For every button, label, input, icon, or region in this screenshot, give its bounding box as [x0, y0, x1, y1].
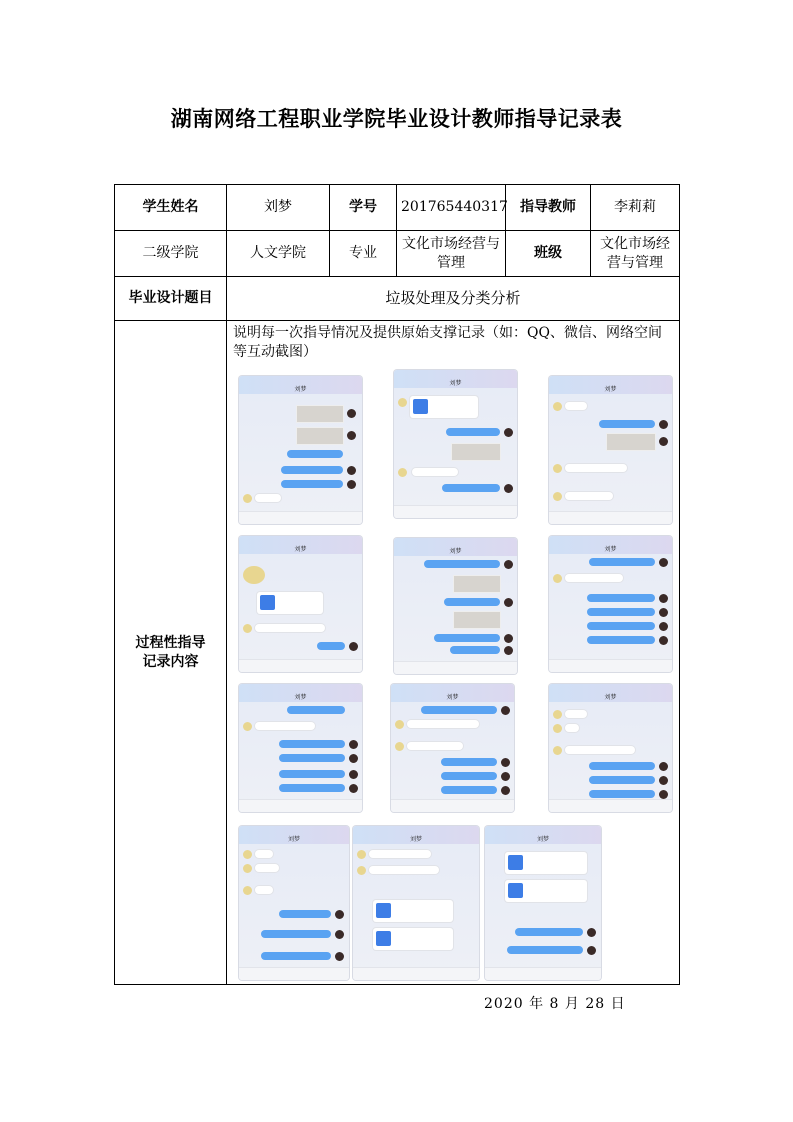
chat-screenshot: 刘梦: [549, 536, 672, 672]
chat-screenshot: 刘梦: [394, 370, 517, 518]
advisor-label: 指导教师: [506, 185, 591, 231]
records-instruction: 说明每一次指导情况及提供原始支撑记录（如：QQ、微信、网络空间等互动截图）: [233, 325, 662, 360]
chat-screenshot: 刘梦: [239, 684, 362, 812]
major-value: 文化市场经营与管理: [397, 231, 506, 277]
college-label: 二级学院: [115, 231, 227, 277]
student-id-value: 201765440317: [397, 185, 506, 231]
page-title: 湖南网络工程职业学院毕业设计教师指导记录表: [170, 107, 623, 131]
contact-name: 刘梦: [294, 386, 307, 393]
advisor-value: 李莉莉: [591, 185, 680, 231]
class-label: 班级: [506, 231, 591, 277]
chat-screenshot: 刘梦: [394, 538, 517, 674]
guidance-record-table: [114, 184, 680, 985]
chat-screenshot: 刘梦: [391, 684, 514, 812]
class-value: 文化市场经营与管理: [591, 231, 680, 277]
chat-screenshot: 刘梦: [239, 826, 349, 980]
student-name-value: 刘梦: [227, 185, 330, 231]
topic-label: 毕业设计题目: [115, 277, 227, 321]
major-label: 专业: [330, 231, 397, 277]
chat-screenshot: 刘梦: [549, 376, 672, 524]
records-label-text: 过程性指导记录内容: [135, 634, 206, 670]
chat-screenshot: 刘梦: [353, 826, 479, 980]
records-content: [227, 321, 680, 985]
signature-date: 2020 年 8 月 28 日: [484, 996, 626, 1012]
topic-value: 垃圾处理及分类分析: [227, 277, 680, 321]
college-value: 人文学院: [227, 231, 330, 277]
chat-screenshots: [233, 368, 673, 978]
student-id-label: 学号: [330, 185, 397, 231]
records-label: [115, 321, 227, 985]
chat-screenshot: [239, 376, 362, 524]
chat-screenshot: 刘梦: [549, 684, 672, 812]
student-name-label: 学生姓名: [115, 185, 227, 231]
chat-screenshot: 刘梦: [239, 536, 362, 672]
chat-screenshot: 刘梦: [485, 826, 601, 980]
